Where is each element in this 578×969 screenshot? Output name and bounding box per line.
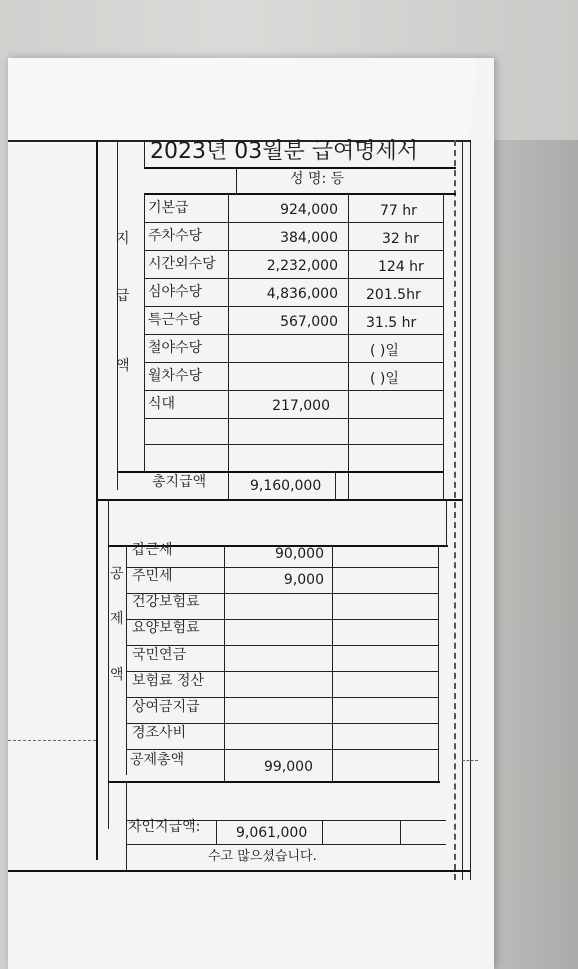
- row-divider: [144, 334, 444, 335]
- dotted-fold-left: [8, 740, 96, 741]
- pay-section-end: [96, 499, 462, 501]
- row-divider: [144, 362, 444, 363]
- row-divider: [144, 250, 444, 251]
- deduction-row-label: 국민연금: [132, 647, 187, 663]
- deduction-row-label: 갑근세: [132, 542, 173, 558]
- pay-side-char-2: 급: [116, 288, 130, 304]
- deduction-side-char-3: 액: [110, 667, 124, 683]
- title-underline: [144, 167, 456, 169]
- pay-row-note: 31.5 hr: [366, 315, 417, 331]
- pay-row-note: ( )일: [370, 371, 399, 387]
- deduction-row-label: 주민세: [132, 568, 173, 584]
- deduction-row-amount: 90,000: [275, 546, 324, 562]
- pay-row-amount: 2,232,000: [266, 258, 338, 274]
- dotted-fold-right: [462, 760, 478, 761]
- net-left-border: [126, 781, 127, 871]
- pay-row-note: 124 hr: [378, 259, 424, 275]
- row-divider: [144, 444, 444, 445]
- net-cell-left: [216, 820, 217, 844]
- pay-row-label: 주차수당: [148, 228, 203, 244]
- pay-total-amount: 9,160,000: [250, 478, 322, 494]
- right-border: [462, 140, 463, 880]
- pay-row-note: ( )일: [370, 343, 399, 359]
- pay-row-label: 심야수당: [148, 284, 203, 300]
- row-divider: [144, 418, 444, 419]
- net-cell-right: [322, 820, 323, 844]
- spacer-right: [446, 499, 447, 547]
- row-divider: [144, 278, 444, 279]
- pay-row-amount: 567,000: [280, 314, 338, 330]
- paper-top-flap: [8, 58, 478, 144]
- deduction-row-label: 경조사비: [132, 725, 187, 741]
- employee-name: 성 명: 등: [290, 171, 345, 187]
- pay-row-amount: 384,000: [280, 230, 338, 246]
- total-divider: [335, 471, 336, 499]
- pay-row-note: 32 hr: [382, 231, 419, 247]
- deduction-table-col1: [224, 545, 225, 781]
- deduction-row-label: 상여금지급: [132, 699, 200, 715]
- pay-row-label: 시간외수당: [148, 256, 216, 272]
- row-divider: [126, 723, 438, 724]
- row-divider: [126, 671, 438, 672]
- net-pay-amount: 9,061,000: [236, 825, 308, 841]
- pay-row-label: 월차수당: [148, 368, 203, 384]
- pay-row-label: 기본급: [148, 200, 189, 216]
- row-divider: [126, 697, 438, 698]
- deduction-row-label: 요양보험료: [132, 620, 200, 636]
- pay-row-note: 77 hr: [380, 203, 417, 219]
- net-bottom: [126, 844, 446, 845]
- pay-row-amount: 217,000: [272, 398, 330, 414]
- row-divider: [144, 306, 444, 307]
- deduction-side-char-1: 공: [110, 566, 124, 582]
- dashed-border: [454, 140, 456, 880]
- pay-side-char-3: 액: [116, 358, 130, 374]
- pay-row-label: 특근수당: [148, 312, 203, 328]
- pay-table-col1: [228, 193, 229, 499]
- row-divider: [126, 749, 438, 750]
- right-border-outer: [470, 140, 471, 880]
- bottom-border: [8, 870, 470, 872]
- deduction-total-label: 공제총액: [130, 752, 185, 768]
- closing-message: 수고 많으셨습니다.: [208, 849, 317, 864]
- deduction-table-right: [438, 545, 439, 781]
- pay-table-right: [443, 193, 444, 499]
- name-underline: [144, 193, 456, 195]
- net-cell-end: [400, 820, 401, 844]
- deduction-table-col2: [332, 545, 333, 781]
- deduction-row-label: 건강보험료: [132, 594, 200, 610]
- pay-total-label: 총지급액: [152, 474, 207, 490]
- pay-row-amount: 924,000: [280, 202, 338, 218]
- net-pay-label: 차인지급액:: [128, 819, 201, 835]
- pay-row-label: 철야수당: [148, 340, 203, 356]
- row-divider: [144, 390, 444, 391]
- name-cell-border: [236, 167, 237, 193]
- pay-section-border: [117, 140, 118, 490]
- deduction-side-char-2: 제: [110, 611, 124, 627]
- pay-table-col2: [348, 193, 349, 499]
- deduction-outer-left: [108, 499, 109, 829]
- pay-table-left: [144, 193, 145, 471]
- row-divider: [126, 645, 438, 646]
- row-divider: [117, 471, 444, 473]
- deduction-table-left: [126, 545, 127, 775]
- pay-row-amount: 4,836,000: [266, 286, 338, 302]
- pay-side-char-1: 지: [116, 231, 130, 247]
- row-divider: [144, 222, 444, 223]
- deduction-total-amount: 99,000: [264, 759, 313, 775]
- pay-row-label: 식대: [148, 396, 176, 412]
- deduction-section-end: [108, 781, 440, 783]
- deduction-row-amount: 9,000: [283, 572, 324, 588]
- pay-row-note: 201.5hr: [366, 287, 421, 303]
- document-title: 2023년 03월분 급여명세서: [150, 139, 418, 164]
- title-left-border: [144, 140, 145, 168]
- deduction-row-label: 보험료 정산: [132, 673, 205, 689]
